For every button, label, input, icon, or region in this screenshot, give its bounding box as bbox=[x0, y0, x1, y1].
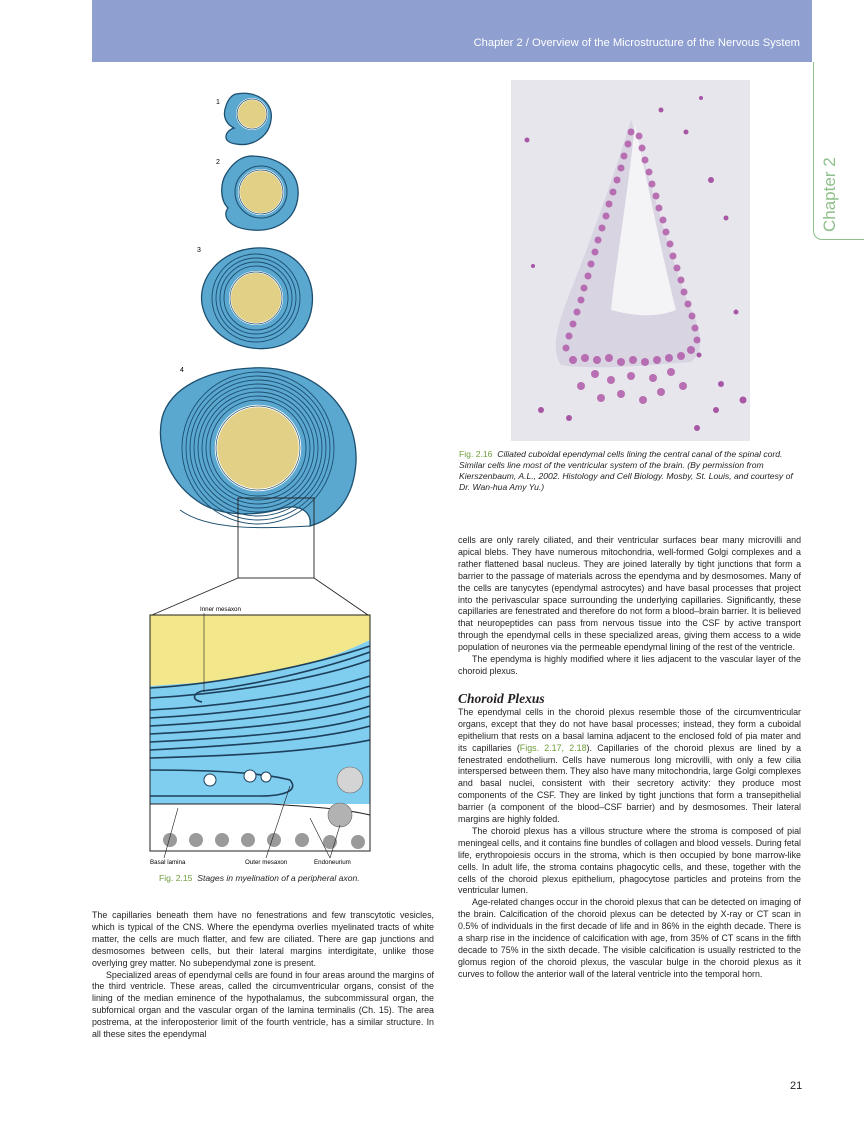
myelination-stage-3 bbox=[202, 248, 313, 349]
label-endoneurium: Endoneurium bbox=[314, 859, 351, 866]
right-paragraph-1: cells are only rarely ciliated, and their ventricular surfaces bear many microvilli and apical blebs. They have numerous mitochondria, well-formed Golgi complexes and a rather flattened basal nucleus. They are joined laterally by tight junctions that form a barrier to the passage of materials across the ependyma and by desmosomes. Many of the cells are tanycytes (ependymal astrocytes) and have basal processes that project into the perivascular space surrounding the underlying capillaries. Significantly, these capillaries are fenestrated and therefore do not form a blood–brain barrier. It is believed that neuropeptides can pass from nervous tissue into the CSF by active transport through the ependymal cells in these specialized areas, giving them access to a wide population of neurones via the permeable ependymal lining of the rest of the ventricle. bbox=[458, 535, 801, 653]
stage-label-3: 3 bbox=[197, 247, 201, 254]
chapter-header-title: Chapter 2 / Overview of the Microstructure of the Nervous System bbox=[473, 37, 800, 49]
stage-label-2: 2 bbox=[216, 159, 220, 166]
figure-2-15-myelination-diagram bbox=[140, 80, 382, 880]
myelination-stage-2 bbox=[222, 156, 298, 230]
right-paragraph-3-start: The ependymal cells in the choroid plexus resemble those of the circumventricular organs, except that they do not have basal processes; instead, they form a cuboidal epithelium that rests on a basal lamina adjacent to the enclosed fold of pia mater and its capillaries ( bbox=[458, 706, 801, 753]
myelination-stage-1 bbox=[224, 93, 271, 144]
figure-2-16-caption bbox=[459, 449, 801, 493]
right-paragraph-4: The choroid plexus has a villous structure where the stroma is composed of pial meningeal cells, and it contains fine bundles of collagen and blood vessels. During fetal life, erythropoiesis occurs in the stroma, which is then occupied by bone marrow-like cells. In adult life, the stroma contains phagocytic cells, and these, together with the cells of the choroid plexus epithelium, phagocytose particles and proteins from the ventricular lumen. bbox=[458, 825, 801, 896]
figure-2-15-caption-text: Stages in myelination of a peripheral axon. bbox=[197, 873, 360, 883]
chapter-header-bar bbox=[92, 0, 812, 62]
right-paragraph-3-end: ). Capillaries of the choroid plexus are lined by a fenestrated endothelium. Cells have numerous long microvilli, with only a few cilia interspersed between them. They also have many mitochondria, large Golgi complexes and basal nuclei, consistent with their secretory activity: they produce most components of the CSF. They are linked by tight junctions that form a transepithelial barrier (a component of the blood–CSF barrier) and by desmosomes. Their lateral margins are highly folded. bbox=[458, 742, 802, 825]
myelin-detail-view bbox=[150, 615, 370, 851]
left-paragraph-1: The capillaries beneath them have no fenestrations and few transcytotic vesicles, which is typical of the CNS. Where the ependyma overlies myelinated tracts of white matter, the cells are much flatter, and few are ciliated. There are gap junctions and desmosomes between cells, but their lateral margins interdigitate, unlike those overlying grey matter. No subependymal zone is present. bbox=[92, 910, 434, 968]
label-inner-mesaxon: Inner mesaxon bbox=[200, 606, 241, 613]
figure-2-15-caption bbox=[159, 873, 399, 884]
stage-label-4: 4 bbox=[180, 367, 184, 374]
label-basal-lamina: Basal lamina bbox=[150, 859, 186, 866]
right-text-column bbox=[458, 535, 801, 981]
right-paragraph-2: The ependyma is highly modified where it lies adjacent to the vascular layer of the choroid plexus. bbox=[458, 654, 801, 676]
figure-2-16-caption-label: Fig. 2.16 bbox=[459, 449, 493, 459]
page-number: 21 bbox=[790, 1080, 803, 1092]
left-paragraph-2: Specialized areas of ependymal cells are found in four areas around the margins of the third ventricle. These areas, called the circumventricular organs, consist of the lining of the median eminence of the hypothalamus, the subcommissural organ, the subfornical organ and the vascular organ of the lamina terminalis (Ch. 15). The area postrema, at the inferoposterior limit of the fourth ventricle, has a similar structure. In all these sites the ependymal bbox=[92, 969, 434, 1040]
figure-2-15-caption-label: Fig. 2.15 bbox=[159, 873, 193, 883]
right-paragraph-3 bbox=[458, 707, 801, 826]
figure-2-16-caption-text: Ciliated cuboidal ependymal cells lining the central canal of the spinal cord. Similar cells line most of the ventricular system of the brain. (By permission from Kierszenbaum, A.L., 2002. Histology and Cell Biology. Mosby, St. Louis, and courtesy of Dr. Wan-hua Amy Yu.) bbox=[459, 449, 793, 492]
figure-2-16-micrograph bbox=[511, 80, 750, 441]
label-outer-mesaxon: Outer mesaxon bbox=[245, 859, 288, 866]
myelination-stage-4 bbox=[160, 368, 356, 528]
right-paragraph-5: Age-related changes occur in the choroid plexus that can be detected on imaging of the brain. Calcification of the choroid plexus can be detected by X-ray or CT scan in 0.5% of individuals in the first decade of life and in 86% in the eighth decade. There is a sharp rise in the incidence of calcification with age, from 35% of CT scans in the fifth decade to 75% in the sixth decade. The visible calcification is usually restricted to the glomus region of the choroid plexus, the vascular bulge in the choroid plexus as it curves to follow the anterior wall of the lateral ventricle into the temporal horn. bbox=[458, 897, 801, 979]
section-heading-choroid-plexus: Choroid Plexus bbox=[458, 690, 545, 706]
figure-reference-link[interactable]: Figs. 2.17, 2.18 bbox=[519, 742, 587, 753]
chapter-side-tab-label: Chapter 2 bbox=[820, 157, 839, 232]
stage-label-1: 1 bbox=[216, 99, 220, 106]
left-text-column bbox=[92, 910, 434, 1041]
